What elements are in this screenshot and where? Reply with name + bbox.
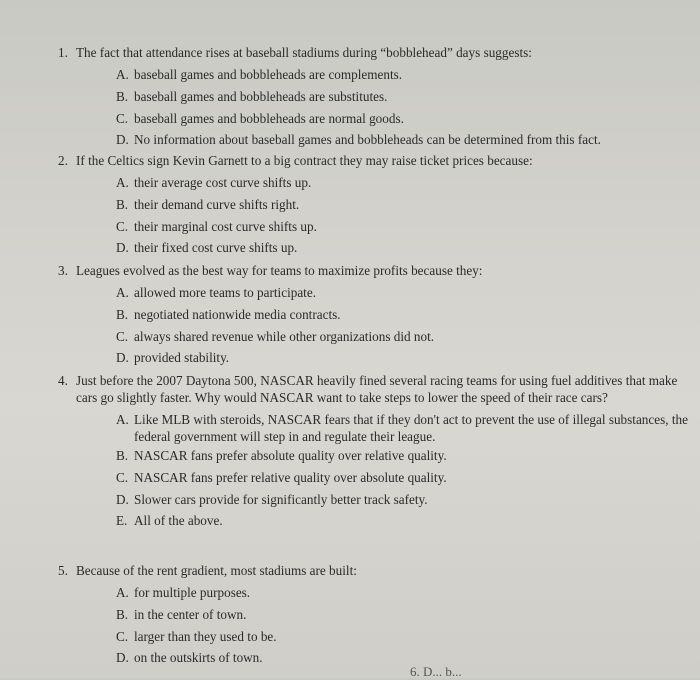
answer-options bbox=[116, 409, 690, 532]
option-text: on the outskirts of town. bbox=[134, 650, 263, 666]
option-letter: D. bbox=[116, 240, 129, 256]
option-text: negotiated nationwide media contracts. bbox=[134, 306, 341, 322]
option-text: Slower cars provide for significantly better track safety. bbox=[134, 491, 428, 507]
option-letter: A. bbox=[116, 412, 129, 427]
answer-option bbox=[116, 237, 690, 259]
option-letter: C. bbox=[116, 110, 129, 126]
question-stem bbox=[58, 372, 690, 406]
option-letter: C. bbox=[116, 628, 129, 644]
answer-option bbox=[116, 216, 690, 238]
answer-option bbox=[116, 86, 690, 108]
question-number: 1. bbox=[58, 45, 68, 60]
answer-option bbox=[116, 129, 690, 151]
question-text: Just before the 2007 Daytona 500, NASCAR heavily fined several racing teams for using fuel additives that make cars go slightly faster. Why would NASCAR want to take steps to lower the speed of their race cars? bbox=[76, 373, 678, 405]
option-text: NASCAR fans prefer relative quality over absolute quality. bbox=[134, 469, 447, 485]
next-question-partial: 6. D... b... bbox=[410, 664, 462, 679]
question-number: 3. bbox=[58, 263, 68, 278]
question-stem bbox=[58, 152, 690, 169]
answer-option bbox=[116, 489, 690, 511]
answer-option bbox=[116, 326, 690, 348]
question-text: If the Celtics sign Kevin Garnett to a big contract they may raise ticket prices because: bbox=[76, 153, 533, 168]
answer-options bbox=[116, 172, 690, 259]
answer-option bbox=[116, 194, 690, 216]
option-letter: A. bbox=[116, 585, 129, 600]
answer-option bbox=[116, 282, 690, 304]
answer-option bbox=[116, 467, 690, 489]
answer-option bbox=[116, 347, 690, 369]
question-1 bbox=[58, 44, 690, 151]
answer-option bbox=[116, 647, 690, 669]
question-text: Leagues evolved as the best way for teams to maximize profits because they: bbox=[76, 263, 483, 278]
answer-option bbox=[116, 626, 690, 648]
option-text: for multiple purposes. bbox=[134, 585, 251, 600]
option-letter: D. bbox=[116, 132, 129, 148]
option-text: in the center of town. bbox=[134, 606, 247, 622]
question-stem bbox=[58, 562, 690, 579]
answer-option bbox=[116, 604, 690, 626]
option-letter: B. bbox=[116, 606, 129, 622]
answer-option bbox=[116, 445, 690, 467]
option-letter: D. bbox=[116, 650, 129, 666]
option-text: always shared revenue while other organizations did not. bbox=[134, 328, 435, 344]
answer-options bbox=[116, 64, 690, 151]
option-text: baseball games and bobbleheads are normal goods. bbox=[134, 110, 404, 126]
answer-options bbox=[116, 282, 690, 369]
answer-option bbox=[116, 172, 690, 194]
option-text: baseball games and bobbleheads are substitutes. bbox=[134, 88, 388, 104]
answer-options bbox=[116, 582, 690, 669]
option-letter: E. bbox=[116, 513, 128, 529]
option-text: their demand curve shifts right. bbox=[134, 196, 300, 212]
question-5 bbox=[58, 562, 690, 669]
option-letter: A. bbox=[116, 175, 129, 190]
option-letter: D. bbox=[116, 350, 129, 366]
option-letter: C. bbox=[116, 469, 129, 485]
option-text: NASCAR fans prefer absolute quality over relative quality. bbox=[134, 448, 447, 463]
option-text: their fixed cost curve shifts up. bbox=[134, 240, 298, 256]
question-number: 2. bbox=[58, 153, 68, 168]
question-text: Because of the rent gradient, most stadiums are built: bbox=[76, 563, 357, 578]
option-letter: A. bbox=[116, 285, 129, 300]
question-number: 5. bbox=[58, 563, 68, 578]
option-letter: C. bbox=[116, 328, 129, 344]
option-text: No information about baseball games and bobbleheads can be determined from this fact. bbox=[134, 132, 601, 148]
option-letter: B. bbox=[116, 196, 129, 212]
option-text: baseball games and bobbleheads are complements. bbox=[134, 67, 403, 82]
question-text: The fact that attendance rises at baseball stadiums during “bobblehead” days suggests: bbox=[76, 45, 532, 60]
answer-option bbox=[116, 64, 690, 86]
answer-option bbox=[116, 582, 690, 604]
answer-option bbox=[116, 108, 690, 130]
option-letter: B. bbox=[116, 88, 129, 104]
option-text: their marginal cost curve shifts up. bbox=[134, 218, 317, 234]
question-number: 4. bbox=[58, 373, 68, 388]
option-letter: B. bbox=[116, 306, 129, 322]
option-letter: B. bbox=[116, 448, 129, 463]
option-text: Like MLB with steroids, NASCAR fears that if they don't act to prevent the use of illegal substances, the federal government will step in and regulate their league. bbox=[134, 412, 688, 444]
option-text: All of the above. bbox=[134, 513, 223, 529]
answer-option bbox=[116, 510, 690, 532]
option-letter: C. bbox=[116, 218, 129, 234]
option-letter: A. bbox=[116, 67, 129, 82]
question-stem bbox=[58, 262, 690, 279]
question-2 bbox=[58, 152, 690, 259]
answer-option bbox=[116, 304, 690, 326]
option-text: larger than they used to be. bbox=[134, 628, 277, 644]
question-3 bbox=[58, 262, 690, 369]
option-text: provided stability. bbox=[134, 350, 230, 366]
question-stem bbox=[58, 44, 690, 61]
question-4 bbox=[58, 372, 690, 532]
answer-option bbox=[116, 409, 690, 445]
option-letter: D. bbox=[116, 491, 129, 507]
option-text: their average cost curve shifts up. bbox=[134, 175, 312, 190]
option-text: allowed more teams to participate. bbox=[134, 285, 316, 300]
